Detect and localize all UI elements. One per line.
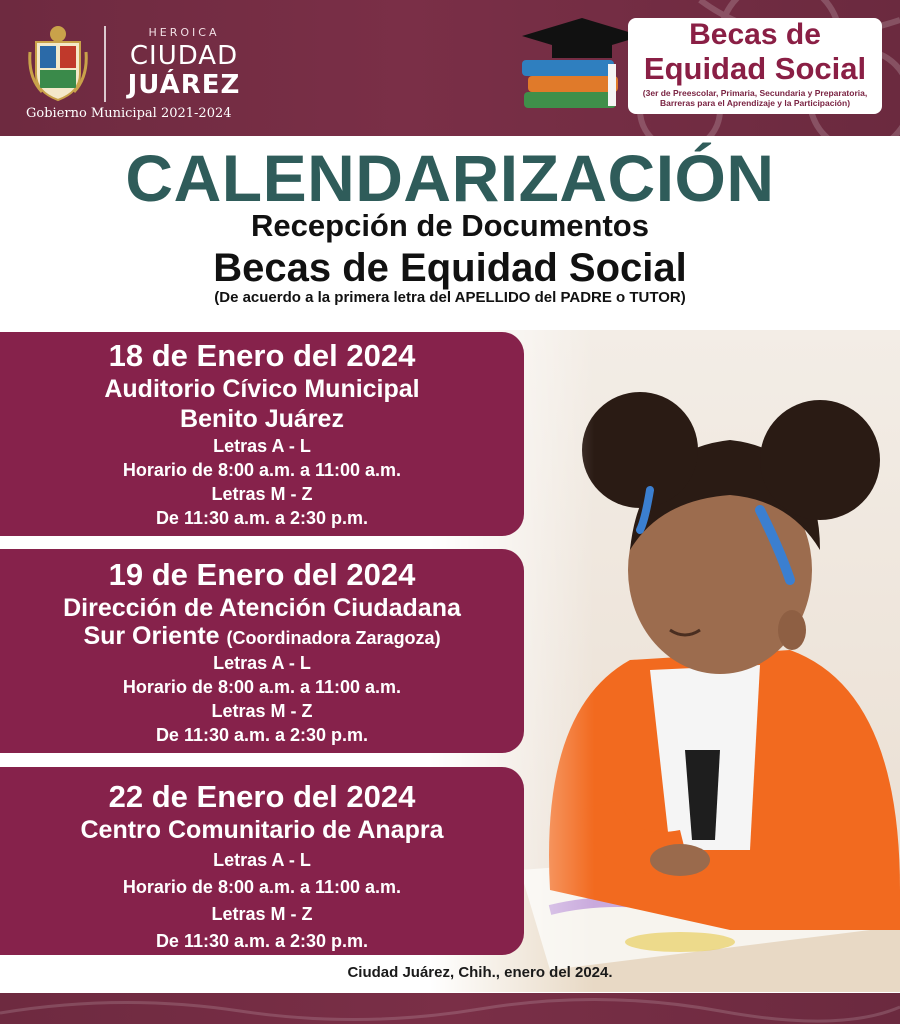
hours-second-group: De 11:30 a.m. a 2:30 p.m. — [155, 931, 369, 951]
graduation-books-icon — [518, 12, 646, 116]
schedule-date: 18 de Enero del 2024 — [108, 338, 416, 373]
hours-second-group: De 11:30 a.m. a 2:30 p.m. — [155, 508, 369, 528]
letters-second-group: Letras M - Z — [211, 484, 313, 504]
schedule-card-3 — [0, 767, 524, 955]
program-subtitle-line2: Barreras para el Aprendizaje y la Participación) — [659, 98, 851, 108]
schedule-place-line1: Auditorio Cívico Municipal — [104, 375, 420, 403]
letters-second-group: Letras M - Z — [211, 701, 313, 721]
program-subtitle — [632, 88, 878, 108]
schedule-place-line2: Benito Juárez — [180, 405, 344, 433]
hours-first-group: Horario de 8:00 a.m. a 11:00 a.m. — [122, 460, 402, 480]
footer-bar — [0, 993, 900, 1024]
program-logo — [628, 18, 882, 114]
main-title: CALENDARIZACIÓN — [125, 141, 775, 215]
schedule-place-line1: Centro Comunitario de Anapra — [80, 816, 444, 844]
subtitle-documents: Recepción de Documentos — [251, 208, 649, 243]
schedule-card-1 — [0, 332, 524, 536]
hours-first-group: Horario de 8:00 a.m. a 11:00 a.m. — [122, 877, 402, 897]
program-subtitle-line1: (3er de Preescolar, Primaria, Secundaria y Preparatoria, — [642, 88, 868, 98]
schedule-place-line2: Sur Oriente — [83, 622, 220, 650]
schedule-place-note: (Coordinadora Zaragoza) — [226, 628, 441, 648]
header-divider — [104, 26, 106, 102]
city-coat-of-arms-icon — [28, 22, 88, 104]
schedule-place-line1: Dirección de Atención Ciudadana — [63, 594, 461, 622]
hours-second-group: De 11:30 a.m. a 2:30 p.m. — [155, 725, 369, 745]
government-label: Gobierno Municipal 2021-2024 — [26, 106, 232, 121]
city-name-line1: CIUDAD — [129, 41, 239, 71]
letters-second-group: Letras M - Z — [211, 904, 313, 924]
city-heroica: HEROICA — [148, 26, 220, 39]
schedule-date: 22 de Enero del 2024 — [108, 779, 416, 814]
letters-first-group: Letras A - L — [213, 850, 311, 870]
schedule-place-line2-row — [0, 623, 524, 651]
city-name-line2: JUÁREZ — [127, 70, 241, 100]
letters-first-group: Letras A - L — [213, 436, 311, 456]
surname-note: (De acuerdo a la primera letra del APELLIDO del PADRE o TUTOR) — [214, 289, 686, 306]
letters-first-group: Letras A - L — [213, 653, 311, 673]
decorative-pattern — [0, 993, 900, 1024]
header-banner — [0, 0, 900, 136]
program-title-line2: Equidad Social — [643, 51, 867, 86]
subtitle-program: Becas de Equidad Social — [213, 246, 687, 290]
program-title-line1: Becas de — [689, 18, 821, 51]
footer-place-date: Ciudad Juárez, Chih., enero del 2024. — [347, 964, 613, 981]
schedule-date: 19 de Enero del 2024 — [108, 557, 416, 592]
hours-first-group: Horario de 8:00 a.m. a 11:00 a.m. — [122, 677, 402, 697]
schedule-card-2 — [0, 549, 524, 753]
